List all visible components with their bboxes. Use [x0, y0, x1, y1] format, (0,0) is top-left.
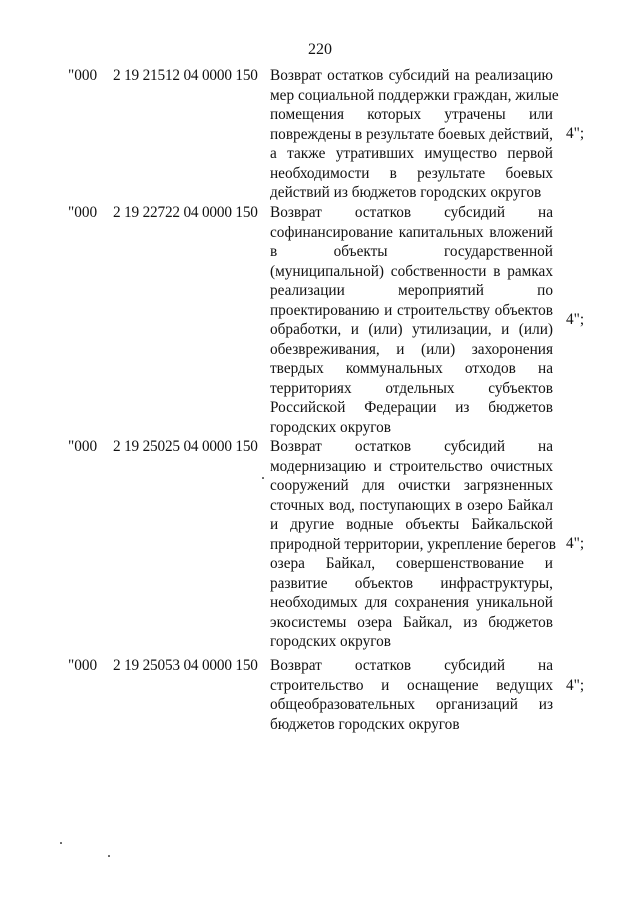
description-line: в объекты государственной — [270, 243, 553, 260]
description-line: территориях отдельных субъектов — [270, 379, 553, 397]
description-line: помещения которых утрачены или — [270, 106, 553, 123]
description-line: общеобразовательных организаций из — [270, 696, 553, 713]
description-line: Возврат остатков субсидий на — [270, 438, 553, 455]
budget-classification-code: 2 19 22722 04 0000 150 — [113, 204, 258, 221]
description-line: строительство и оснащение ведущих — [270, 676, 553, 694]
description-line: (муниципальной) собственности в рамках — [270, 262, 553, 280]
description-line: необходимости в результате боевых — [270, 164, 553, 182]
description-line: мер социальной поддержки граждан, жилые — [270, 86, 559, 104]
description-line: природной территории, укрепление берегов — [270, 535, 556, 553]
description-line: обезвреживания, и (или) захоронения — [270, 340, 553, 358]
code-prefix: "000 — [68, 657, 98, 674]
budget-classification-code: 2 19 25025 04 0000 150 — [113, 438, 258, 455]
description-line: обработки, и (или) утилизации, и (или) — [270, 321, 553, 338]
entry-description — [270, 656, 553, 734]
description-line: Возврат остатков субсидий на реализацию — [270, 67, 553, 84]
entry-description — [270, 66, 559, 203]
entry-suffix: 4"; — [566, 677, 585, 694]
description-line: софинансирование капитальных вложений — [270, 223, 553, 241]
entry-description — [270, 437, 556, 652]
code-prefix: "000 — [68, 204, 98, 221]
entry-suffix: 4"; — [566, 311, 585, 328]
description-line: Возврат остатков субсидий на — [270, 204, 553, 221]
description-line: сточных вод, поступающих в озеро Байкал — [270, 496, 553, 514]
description-line: озера Байкал, совершенствование и — [270, 555, 553, 572]
description-line: городских округов — [270, 633, 392, 650]
budget-classification-code: 2 19 21512 04 0000 150 — [113, 67, 258, 84]
description-line: Возврат остатков субсидий на — [270, 657, 553, 674]
description-line: повреждены в результате боевых действий, — [270, 125, 553, 143]
description-line: проектированию и строительству объектов — [270, 301, 553, 319]
description-line: модернизацию и строительство очистных — [270, 457, 553, 475]
scan-speck — [262, 477, 264, 479]
description-line: твердых коммунальных отходов на — [270, 360, 553, 377]
description-line: городских округов — [270, 418, 392, 436]
description-line: и другие водные объекты Байкальской — [270, 516, 553, 533]
description-line: сооружений для очистки загрязненных — [270, 477, 553, 494]
description-line: необходимых для сохранения уникальной — [270, 594, 553, 611]
description-line: а также утративших имущество первой — [270, 145, 553, 162]
scan-speck — [60, 842, 62, 844]
code-prefix: "000 — [68, 438, 98, 455]
description-line: Российской Федерации из бюджетов — [270, 399, 553, 416]
description-line: экосистемы озера Байкал, из бюджетов — [270, 613, 553, 631]
description-line: бюджетов городских округов — [270, 715, 460, 733]
budget-classification-code: 2 19 25053 04 0000 150 — [113, 657, 258, 674]
entry-description — [270, 203, 553, 437]
description-line: реализации мероприятий по — [270, 282, 553, 299]
scan-speck — [108, 855, 110, 857]
page-number: 220 — [308, 41, 332, 58]
entry-suffix: 4"; — [566, 535, 585, 552]
entry-suffix: 4"; — [566, 125, 585, 142]
description-line: действий из бюджетов городских округов — [270, 184, 542, 201]
code-prefix: "000 — [68, 67, 98, 84]
description-line: развитие объектов инфраструктуры, — [270, 574, 553, 592]
